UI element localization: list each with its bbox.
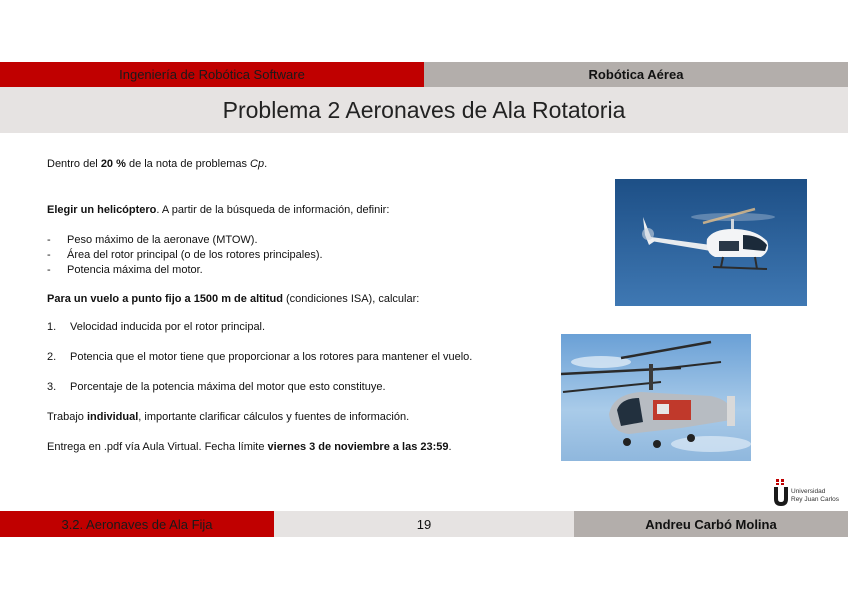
logo-text: Universidad Rey Juan Carlos [791, 488, 840, 503]
helicopter-photo-1 [615, 179, 807, 306]
list-item: - Potencia máxima del motor. [47, 264, 203, 276]
footer-page [274, 511, 574, 537]
footer-section [0, 511, 274, 537]
choose-helicopter-paragraph: Elegir un helicóptero. A partir de la búsqueda de información, definir: [47, 204, 390, 216]
define-list [47, 233, 323, 278]
delivery-paragraph: Entrega en .pdf vía Aula Virtual. Fecha límite viernes 3 de noviembre a las 23:59. [47, 441, 452, 453]
slide-title-band [0, 87, 848, 133]
subject-name: Robótica Aérea [588, 67, 684, 82]
urjc-emblem-icon [772, 477, 790, 507]
page-number: 19 [416, 516, 432, 532]
intro-paragraph: Dentro del 20 % de la nota de problemas Cp. [47, 158, 268, 170]
course-name: Ingeniería de Robótica Software [119, 67, 305, 82]
list-item: 3. Porcentaje de la potencia máxima del motor que esto constituye. [47, 381, 386, 393]
course-banner [0, 62, 424, 87]
list-item: - Área del rotor principal (o de los rotores principales). [47, 249, 323, 261]
footer-section-name: 3.2. Aeronaves de Ala Fija [61, 516, 213, 532]
university-logo [772, 477, 844, 507]
footer-author [574, 511, 848, 537]
individual-work-paragraph: Trabajo individual, importante clarificar cálculos y fuentes de información. [47, 411, 410, 423]
helicopter-photo-2 [561, 334, 751, 461]
list-item: 2. Potencia que el motor tiene que proporcionar a los rotores para mantener el vuelo. [47, 351, 473, 363]
hover-paragraph: Para un vuelo a punto fijo a 1500 m de altitud (condiciones ISA), calcular: [47, 293, 420, 305]
author-name: Andreu Carbó Molina [645, 516, 777, 532]
list-item: 1. Velocidad inducida por el rotor principal. [47, 321, 266, 333]
calculate-list [47, 320, 472, 410]
subject-banner [424, 62, 848, 87]
list-item: - Peso máximo de la aeronave (MTOW). [47, 234, 258, 246]
slide-title: Problema 2 Aeronaves de Ala Rotatoria [222, 96, 626, 123]
